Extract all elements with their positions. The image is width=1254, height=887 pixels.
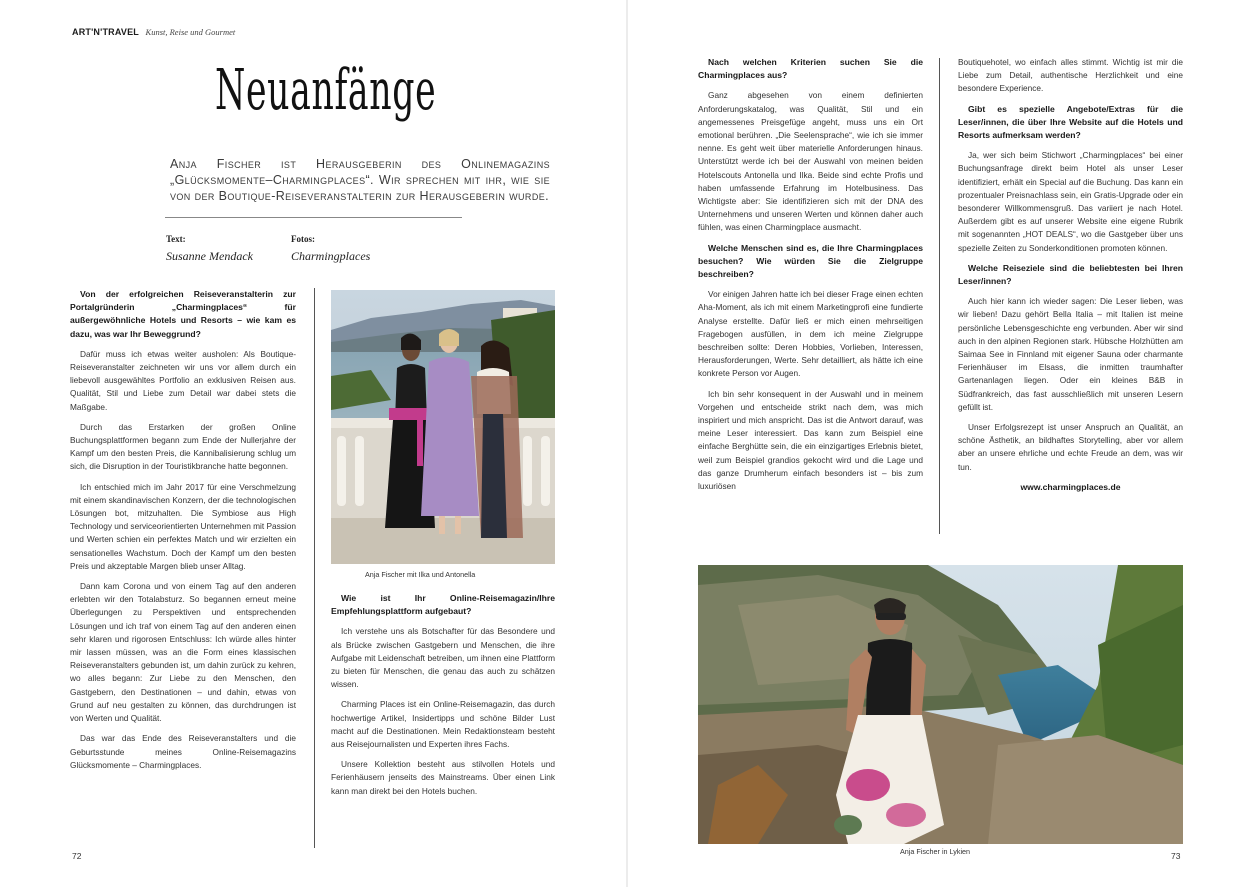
paragraph: Unsere Kollektion besteht aus stilvollen Hotels und Ferienhäusern jenseits des Mainstreams. Über einen Link kann man direkt bei den Hotels buchen. [331,759,555,796]
column-3 [698,56,923,500]
page-gutter [626,0,628,887]
photo-caption: Anja Fischer in Lykien [900,847,971,856]
text-credit [166,234,253,264]
column-2 [331,592,555,805]
photo-lycia-graphic [698,565,1183,844]
photo-three-women-graphic [331,290,555,564]
question-heading: Nach welchen Kriterien suchen Sie die Charmingplaces aus? [698,57,923,81]
paragraph: Dafür muss ich etwas weiter ausholen: Als Boutique-Reiseveranstalter zeichneten wir uns vor allem durch ein liebevoll ausgewähltes Portfolio an exklusiven Reisen aus. Qualität, Stil und Liebe zum Detail war dabei stets die Maßgabe. [70,348,296,412]
question-heading: Von der erfolgreichen Reiseveranstalterin zur Portalgründerin „Charmingplaces“ für außergewöhnliche Hotels und Resorts – wie kam es dazu, was war Ihr Beweggrund? [70,289,296,339]
magazine-header [72,27,235,37]
paragraph: Ich entschied mich im Jahr 2017 für eine Verschmelzung mit einem skandinavischen Konzern, der die technologischen Lösungen bot, mitzuhalten. Die Symbiose aus High Technology und serviceorientierten Unternehmen mit Passion und Werten schien ein perfektes Match und wir erzielten ein sensationelles Wachstum. Doch der Kampf um den besten Preis und akzeptable Margen blieb unser Alltag. [70,481,296,571]
question-heading: Wie ist Ihr Online-Reisemagazin/Ihre Empfehlungsplattform aufgebaut? [331,593,555,617]
photo-credit-source: Charmingplaces [291,249,371,263]
column-4 [958,56,1183,494]
question-heading: Welche Menschen sind es, die Ihre Charmingplaces besuchen? Wie würden Sie die Zielgruppe beschreiben? [698,242,923,280]
article-title: Neuanfänge [215,58,437,123]
paragraph: Unser Erfolgsrezept ist unser Anspruch an Qualität, an schöne Ästhetik, an bildhaftes Storytelling, aber vor allem aber an unsere ehrliche und echte Freude an dem, was wir tun. [958,422,1183,472]
paragraph: Ganz abgesehen von einem definierten Anforderungskatalog, was Qualität, Stil und ein angemessenes Preisgefüge angeht, muss uns ein Ort emotional berühren. „Die Seelensprache“, wie ich sie immer nenne. Es geht weit über materielle Anforderungen hinaus. Unterstützt werde ich bei der Auswahl von meinen beiden Hotelscouts Antonella und Ilka. Beide sind echte Profis und haben umfassende Erfahrung im Hotelbusiness. Das Wichtigste aber: Sie identifizieren sich mit der DNA des Unternehmens und unseren Werten und können daher auch fühlen, was einen Charmingplace ausmacht. [698,90,923,233]
question-heading: Gibt es spezielle Angebote/Extras für die Leser/innen, die über Ihre Website auf die Hotels und Resorts aufmerksam werden? [958,103,1183,141]
column-divider [314,288,315,848]
paragraph: Das war das Ende des Reiseveranstalters und die Geburtsstunde meines Online-Reisemagazins Glücksmomente – Charmingplaces. [70,733,296,770]
text-credit-author: Susanne Mendack [166,249,253,263]
column-divider [939,58,940,534]
photo-credit-label: Fotos: [291,234,315,244]
paragraph: Ich bin sehr konsequent in der Auswahl und in meinem Vorgehen und entscheide strikt nach dem, was mich inspiriert und mich anspricht. Das ist die Antwort darauf, was meine Leser interessiert. Das kann zum Beispiel eine einfache Berghütte sein, die ein einzigartiges Erlebnis bietet, weil zum Beispiel grandios gekocht wird und die Lage und das ganze Drumherum einfach besonders ist – bis zum luxuriösen [698,388,923,492]
question-heading: Welche Reiseziele sind die beliebtesten bei Ihren Leser/innen? [958,262,1183,287]
intro-divider [165,217,462,218]
paragraph: Ich verstehe uns als Botschafter für das Besondere und als Brücke zwischen Gastgebern und Menschen, die ihre Aufgabe mit Leidenschaft betreiben, um ihnen eine Plattform zu bieten für Menschen, die genau das auch zu schätzen wissen. [331,626,555,690]
website-link[interactable]: www.charmingplaces.de [1020,481,1121,492]
photo-three-women [331,290,555,564]
paragraph: Ja, wer sich beim Stichwort „Charmingplaces“ bei einer Buchungsanfrage direkt beim Hotel als unser Leser identifiziert, erhält ein Special auf die Buchung. Das kann ein prozentualer Preisnachlass sein, ein Gratis-Upgrade oder ein besonderer Willkommensgruß. Das variiert je nach Hotel. Außerdem gibt es auf unserer Website eine eigene Rubrik mit sogenannten „HOT DEALS“, wo die Gastgeber über uns spezielle Zeiten zu Sonderkonditionen promoten können. [958,150,1183,253]
page-number-right: 73 [1171,851,1181,861]
photo-caption: Anja Fischer mit Ilka und Antonella [365,570,476,579]
column-1 [70,288,296,779]
photo-lycia [698,565,1183,844]
photo-credit [291,234,370,264]
paragraph: Durch das Erstarken der großen Online Buchungsplattformen begann zum Ende der Nullerjahre der Kampf um den besten Preis, die Kannibalisierung schlug um sich, die Disruption in der Touristikbranche hatte begonnen. [70,421,296,472]
paragraph: Charming Places ist ein Online-Reisemagazin, das durch hochwertige Artikel, Insidertipps und schöne Bilder Lust macht auf die Destinationen. Mein Redaktionsteam besteht aus Reisejournalisten und Experten ihres Fachs. [331,699,555,750]
paragraph: Dann kam Corona und von einem Tag auf den anderen erlebten wir den Totalabsturz. So begannen erneut meine Überlegungen zu Perspektiven und entsprechenden Lösungen und ich traf von einem Tag auf den anderen einen sehr klaren und rigorosen Entschluss: Ich würde alles hinter mir lassen müssen, was an die Form eines klassischen Reiseveranstalters gebunden ist, um dahin zurück zu kehren, wo alles begann: Zur Liebe zu den Menschen, den Gastgebern, den Destinationen – und dahin, etwas von Grund auf neu gestalten zu können, das durchdrungen ist von Werten und Qualität. [70,581,296,724]
page-number-left: 72 [72,851,82,861]
magazine-subtitle: Kunst, Reise und Gourmet [145,27,236,37]
paragraph: Boutiquehotel, wo einfach alles stimmt. Wichtig ist mir die Liebe zum Detail, authentische Herzlichkeit und eine besondere Experience. [958,57,1183,94]
paragraph: Vor einigen Jahren hatte ich bei dieser Frage einen echten Aha-Moment, als ich mit einem Marketingprofi eine fundierte Analyse erstellte. Dafür ließ er mich einen mehrseitigen Fragebogen ausfüllen, in dem ich meine Zielgruppe beschreiben sollte: Deren Hobbies, Vorlieben, Interessen, Herausforderungen, Werte. Sehr detailliert, als hätte ich eine konkrete Person vor Augen. [698,289,923,379]
text-credit-label: Text: [166,234,186,244]
article-intro: Anja Fischer ist Herausgeberin des Onlinemagazins „Glücksmomente–Charmingplaces“. Wir sprechen mit ihr, wie sie von der Boutique-Reiseveranstalterin zur Herausgeberin wurde. [170,157,550,203]
paragraph: Auch hier kann ich wieder sagen: Die Leser lieben, was wir lieben! Dazu gehört Bella Italia – mit Italien ist meine persönliche Lebensgeschichte eng verbunden. Aber wir sind auch in den alpinen Regionen stark. Hübsche Holzhütten am Saimaa See in Finnland mit eigener Sauna oder charmante Ferienhäuser im Elsass, die inmitten traumhafter Gartenanlagen liegen. Oder ein kleines B&B in Südfrankreich, das fast ausschließlich mit unseren Lesern gefüllt ist. [958,296,1183,412]
magazine-brand: ART'N'TRAVEL [72,27,140,37]
